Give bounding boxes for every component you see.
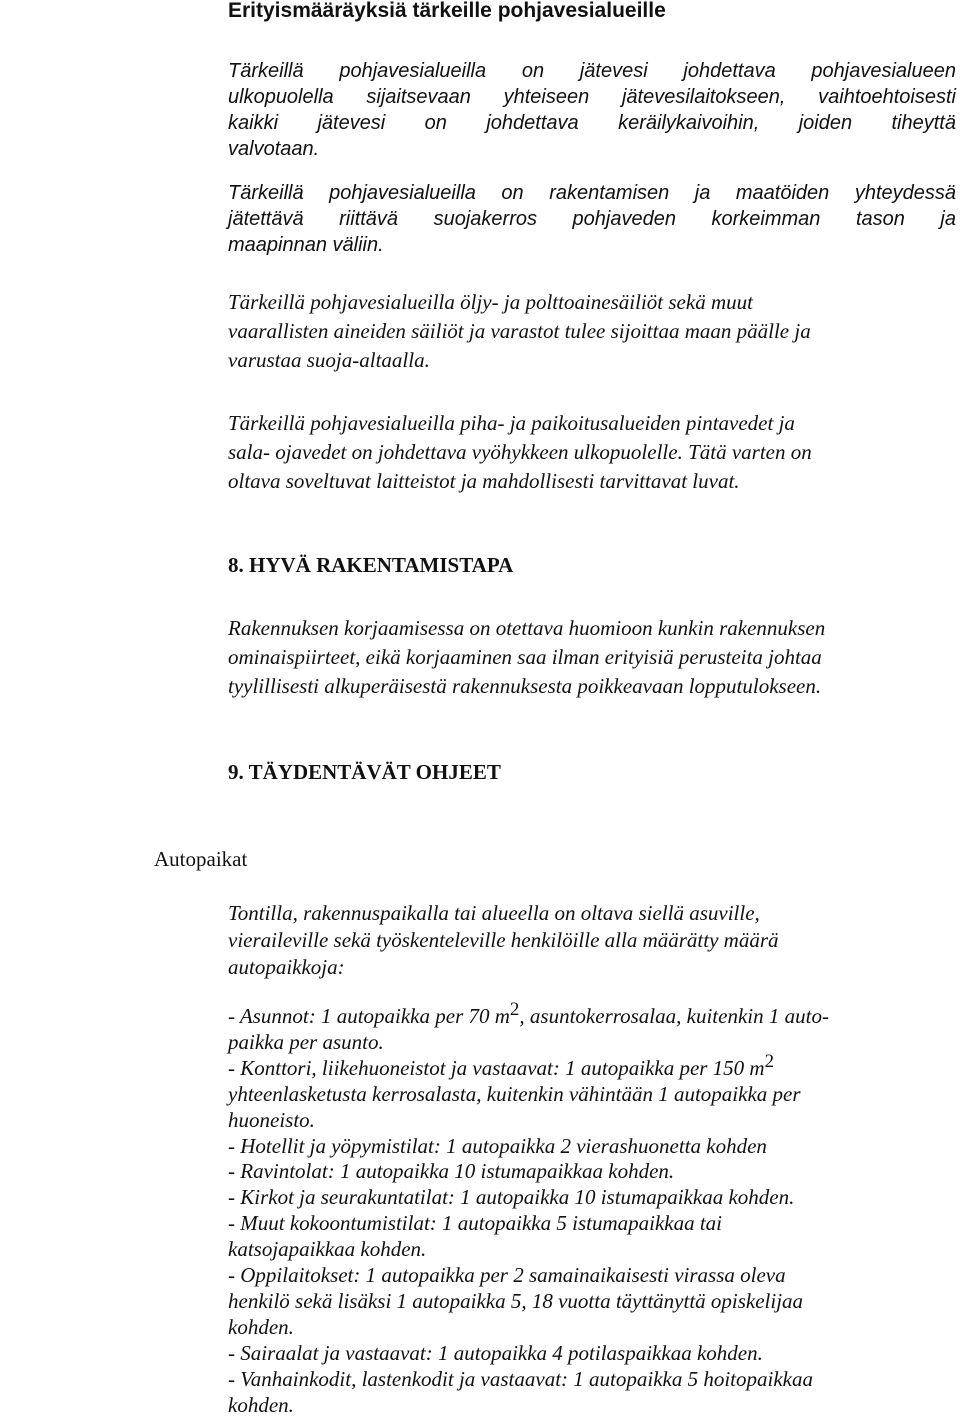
- paragraph-line: kaikki jätevesi on johdettava keräilykaivoihin, joiden tiheyttä: [228, 112, 956, 134]
- paragraph-line: jätettävä riittävä suojakerros pohjaveden korkeimman tason ja: [228, 208, 956, 230]
- list-item-hotellit: - Hotellit ja yöpymistilat: 1 autopaikka 2 vierashuonetta kohden: [228, 1133, 767, 1158]
- list-text: - Konttori, liikehuoneistot ja vastaavat: 1 autopaikka per 150 m: [228, 1055, 765, 1080]
- superscript-2: 2: [764, 1050, 775, 1072]
- list-text: - Asunnot: 1 autopaikka per 70 m: [228, 1004, 510, 1028]
- paragraph-line: autopaikkoja:: [228, 955, 345, 979]
- groundwater-section-title: Erityismääräyksiä tärkeille pohjavesialueille: [228, 0, 666, 22]
- paragraph-line: Tärkeillä pohjavesialueilla öljy- ja polttoainesäiliöt sekä muut: [228, 290, 753, 314]
- parking-requirements-list: [228, 999, 956, 1419]
- paragraph-line: Tärkeillä pohjavesialueilla piha- ja paikoitusalueiden pintavedet ja: [228, 411, 795, 435]
- list-item-sairaalat: - Sairaalat ja vastaavat: 1 autopaikka 4 potilaspaikkaa kohden.: [228, 1340, 763, 1365]
- list-item-continuation: kohden.: [228, 1392, 294, 1417]
- groundwater-paragraph-1: [228, 58, 956, 162]
- groundwater-paragraph-3: [228, 288, 956, 375]
- paragraph-line: Tärkeillä pohjavesialueilla on jätevesi johdettava pohjavesialueen: [228, 60, 956, 82]
- paragraph-line: Tärkeillä pohjavesialueilla on rakentamisen ja maatöiden yhteydessä: [228, 182, 956, 204]
- superscript-2: 2: [509, 999, 520, 1020]
- groundwater-paragraph-4: [228, 409, 956, 496]
- list-item-ravintolat: - Ravintolat: 1 autopaikka 10 istumapaikkaa kohden.: [228, 1159, 675, 1184]
- list-item-vanhainkodit: - Vanhainkodit, lastenkodit ja vastaavat: 1 autopaikka 5 hoitopaikkaa: [228, 1366, 813, 1391]
- list-item-kirkot: - Kirkot ja seurakuntatilat: 1 autopaikka 10 istumapaikkaa kohden.: [228, 1185, 795, 1210]
- section-9-heading: 9. TÄYDENTÄVÄT OHJEET: [228, 760, 501, 784]
- paragraph-line: vaarallisten aineiden säiliöt ja varastot tulee sijoittaa maan päälle ja: [228, 319, 811, 343]
- paragraph-line: sala- ojavedet on johdettava vyöhykkeen ulkopuolelle. Tätä varten on: [228, 440, 812, 464]
- list-item-konttori: [228, 1050, 956, 1082]
- paragraph-line: maapinnan väliin.: [228, 234, 384, 256]
- list-item-continuation: huoneisto.: [228, 1107, 315, 1132]
- paragraph-line: ominaispiirteet, eikä korjaaminen saa ilman erityisiä perusteita johtaa: [228, 645, 822, 669]
- list-item-continuation: kohden.: [228, 1314, 294, 1339]
- groundwater-paragraph-2: [228, 180, 956, 258]
- list-item-continuation: henkilö sekä lisäksi 1 autopaikka 5, 18 vuotta täyttänyttä opiskelijaa: [228, 1288, 804, 1313]
- list-item-asunnot: [228, 999, 956, 1030]
- list-item-continuation: katsojapaikkaa kohden.: [228, 1237, 427, 1262]
- list-item-oppilaitokset: - Oppilaitokset: 1 autopaikka per 2 samainaikaisesti virassa oleva: [228, 1263, 786, 1288]
- paragraph-line: valvotaan.: [228, 138, 320, 160]
- section-8-heading: 8. HYVÄ RAKENTAMISTAPA: [228, 553, 514, 577]
- paragraph-line: varustaa suoja-altaalla.: [228, 348, 430, 372]
- paragraph-line: Rakennuksen korjaamisessa on otettava huomioon kunkin rakennuksen: [228, 616, 826, 640]
- paragraph-line: Tontilla, rakennuspaikalla tai alueella on oltava siellä asuville,: [228, 901, 760, 925]
- parking-intro-paragraph: [228, 900, 956, 981]
- list-item-continuation: paikka per asunto.: [228, 1029, 384, 1054]
- paragraph-line: tyylillisesti alkuperäisestä rakennuksesta poikkeavaan lopputulokseen.: [228, 674, 822, 698]
- paragraph-line: ulkopuolella sijaitsevaan yhteiseen jätevesilaitokseen, vaihtoehtoisesti: [228, 86, 956, 108]
- list-item-muut-kokoontumistilat: - Muut kokoontumistilat: 1 autopaikka 5 istumapaikkaa tai: [228, 1211, 723, 1236]
- section-8-paragraph: [228, 614, 956, 701]
- list-item-continuation: yhteenlasketusta kerrosalasta, kuitenkin vähintään 1 autopaikka per: [228, 1081, 801, 1106]
- parking-subheading: Autopaikat: [154, 847, 248, 871]
- list-text: , asuntokerrosalaa, kuitenkin 1 auto-: [519, 1004, 829, 1028]
- paragraph-line: oltava soveltuvat laitteistot ja mahdollisesti tarvittavat luvat.: [228, 469, 740, 493]
- paragraph-line: vieraileville sekä työskenteleville henkilöille alla määrätty määrä: [228, 928, 779, 952]
